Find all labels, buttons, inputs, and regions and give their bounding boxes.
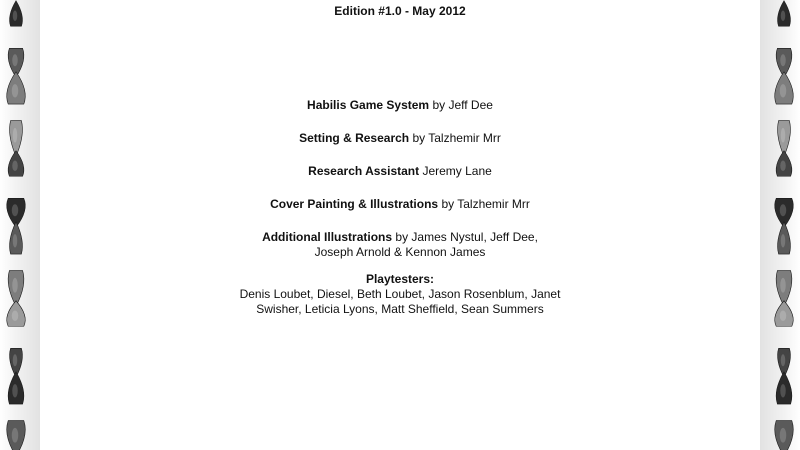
stone-highlight bbox=[12, 54, 18, 66]
stone-highlight bbox=[780, 428, 787, 443]
credits-list bbox=[60, 98, 740, 317]
credit-text: by Talzhemir Mrr bbox=[409, 131, 501, 145]
stone-highlight bbox=[781, 128, 786, 143]
stone-highlight bbox=[13, 234, 18, 247]
credit-role: Additional Illustrations bbox=[262, 230, 393, 244]
left-arrowhead-border bbox=[0, 0, 40, 450]
credit-text: by James Nystul, Jeff Dee, bbox=[392, 230, 538, 244]
credit-role: Cover Painting & Illustrations bbox=[270, 197, 439, 211]
playtesters-line-1: Denis Loubet, Diesel, Beth Loubet, Jason Rosenblum, Janet bbox=[239, 287, 561, 301]
stone-highlight bbox=[781, 234, 786, 247]
stone-highlight bbox=[12, 278, 18, 293]
credit-setting-research bbox=[60, 131, 740, 146]
stone-highlight bbox=[780, 204, 787, 216]
stone-highlight bbox=[13, 128, 18, 143]
credit-cover-painting bbox=[60, 197, 740, 212]
arrowhead-border-art bbox=[0, 0, 40, 450]
right-arrowhead-border bbox=[760, 0, 800, 450]
playtesters-heading: Playtesters: bbox=[365, 272, 435, 286]
stone-highlight bbox=[780, 54, 786, 66]
credit-text: by Talzhemir Mrr bbox=[438, 197, 530, 211]
stone-highlight bbox=[781, 354, 786, 366]
credit-game-system bbox=[60, 98, 740, 113]
stone-highlight bbox=[780, 84, 787, 97]
credit-text: by Jeff Dee bbox=[429, 98, 493, 112]
credit-text: Jeremy Lane bbox=[419, 164, 492, 178]
stone-highlight bbox=[13, 354, 18, 366]
stone-highlight bbox=[780, 161, 786, 172]
stone-highlight bbox=[12, 84, 19, 97]
stone-highlight bbox=[780, 384, 786, 397]
stone-highlight bbox=[780, 278, 786, 293]
credit-role: Habilis Game System bbox=[307, 98, 430, 112]
credit-research-assistant bbox=[60, 164, 740, 179]
credit-role: Research Assistant bbox=[308, 164, 420, 178]
edition-line: Edition #1.0 - May 2012 bbox=[334, 4, 466, 18]
stone-highlight bbox=[12, 311, 19, 322]
stone-highlight bbox=[780, 311, 787, 322]
stone-highlight bbox=[12, 204, 19, 216]
playtesters-block bbox=[60, 272, 740, 317]
stone-highlight bbox=[12, 384, 18, 397]
arrowhead-border-art bbox=[760, 0, 800, 450]
stone-highlight bbox=[781, 11, 786, 22]
stone-highlight bbox=[13, 11, 18, 22]
credit-text-line2: Joseph Arnold & Kennon James bbox=[314, 245, 486, 259]
playtesters-line-2: Swisher, Leticia Lyons, Matt Sheffield, Sean Summers bbox=[256, 302, 544, 316]
credit-additional-illustrations bbox=[60, 230, 740, 260]
credits-page bbox=[60, 0, 740, 450]
stone-highlight bbox=[12, 428, 19, 443]
credit-role: Setting & Research bbox=[299, 131, 410, 145]
stone-highlight bbox=[12, 161, 18, 172]
